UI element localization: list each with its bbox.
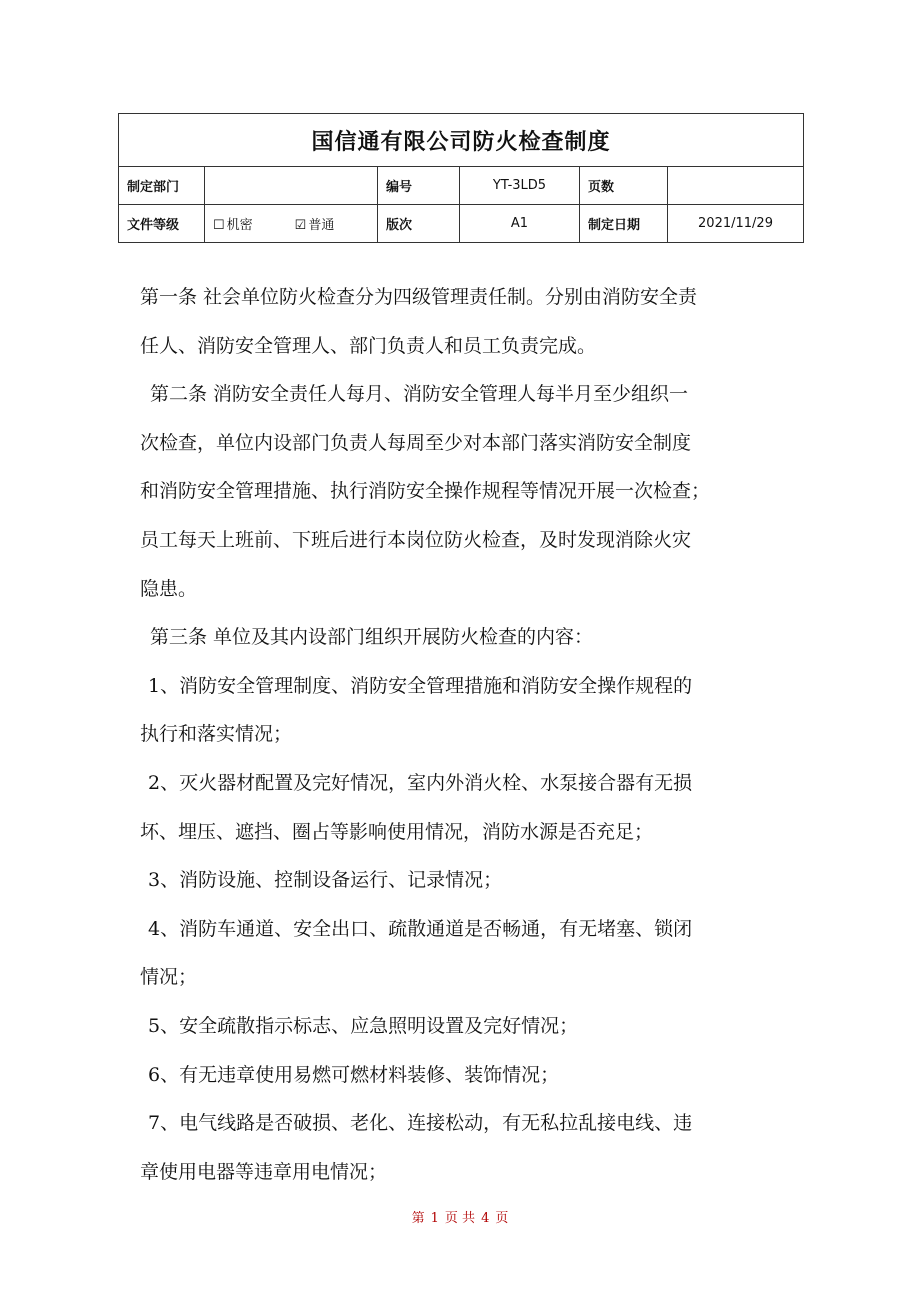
pages-label: 页数 <box>580 167 668 205</box>
body-line: 3、消防设施、控制设备运行、记录情况； <box>148 869 503 892</box>
body-line: 章使用电器等违章用电情况； <box>140 1160 388 1183</box>
footer-page-number: 1 <box>430 1211 439 1226</box>
date-label: 制定日期 <box>580 205 668 243</box>
body-line: 第一条 社会单位防火检查分为四级管理责任制。分别由消防安全责 <box>140 286 698 308</box>
level-option-confidential-label: 机密 <box>226 218 253 233</box>
body-line: 1、消防安全管理制度、消防安全管理措施和消防安全操作规程的 <box>148 674 693 697</box>
body-line: 5、安全疏散指示标志、应急照明设置及完好情况； <box>148 1014 579 1037</box>
body-line: 第三条 单位及其内设部门组织开展防火检查的内容： <box>150 626 594 649</box>
footer-suffix: 页 <box>495 1211 509 1226</box>
body-line: 情况； <box>140 966 198 989</box>
level-option-normal-label: 普通 <box>308 218 335 233</box>
pages-value <box>668 167 804 205</box>
body-line: 隐患。 <box>140 577 198 600</box>
level-option-normal <box>295 214 335 233</box>
date-value: 2021/11/29 <box>668 205 804 243</box>
body-line: 员工每天上班前、下班后进行本岗位防火检查，及时发现消除火灾 <box>140 528 692 551</box>
body-line: 6、有无违章使用易燃可燃材料装修、装饰情况； <box>148 1063 560 1086</box>
body-line: 4、消防车通道、安全出口、疏散通道是否畅通，有无堵塞、锁闭 <box>148 917 693 940</box>
body-line: 和消防安全管理措施、执行消防安全操作规程等情况开展一次检查； <box>140 480 711 503</box>
document-header-table <box>118 113 804 243</box>
code-label: 编号 <box>378 167 460 205</box>
checked-box-icon: ☑ <box>294 218 307 233</box>
body-line: 2、灭火器材配置及完好情况，室内外消火栓、水泵接合器有无损 <box>148 771 693 794</box>
version-value: A1 <box>460 205 580 243</box>
version-label: 版次 <box>378 205 460 243</box>
level-option-confidential <box>213 214 253 233</box>
page-footer <box>0 1207 920 1226</box>
level-options <box>205 205 378 243</box>
body-line: 执行和落实情况； <box>140 723 293 746</box>
body-line: 任人、消防安全管理人、部门负责人和员工负责完成。 <box>140 334 597 357</box>
footer-prefix: 第 <box>411 1211 425 1226</box>
body-line: 第二条 消防安全责任人每月、消防安全管理人每半月至少组织一 <box>150 383 689 406</box>
body-line: 次检查，单位内设部门负责人每周至少对本部门落实消防安全制度 <box>140 431 692 454</box>
unchecked-box-icon: ☐ <box>213 218 225 233</box>
level-label: 文件等级 <box>119 205 205 243</box>
footer-middle: 页 共 <box>444 1211 476 1226</box>
body-line: 7、电气线路是否破损、老化、连接松动，有无私拉乱接电线、违 <box>148 1112 693 1135</box>
code-value: YT-3LD5 <box>460 167 580 205</box>
dept-value <box>205 167 378 205</box>
document-title: 国信通有限公司防火检查制度 <box>119 114 804 167</box>
document-body <box>140 273 790 1196</box>
body-line: 坏、埋压、遮挡、圈占等影响使用情况，消防水源是否充足； <box>140 820 654 843</box>
dept-label: 制定部门 <box>119 167 205 205</box>
footer-total-pages: 4 <box>481 1211 490 1226</box>
